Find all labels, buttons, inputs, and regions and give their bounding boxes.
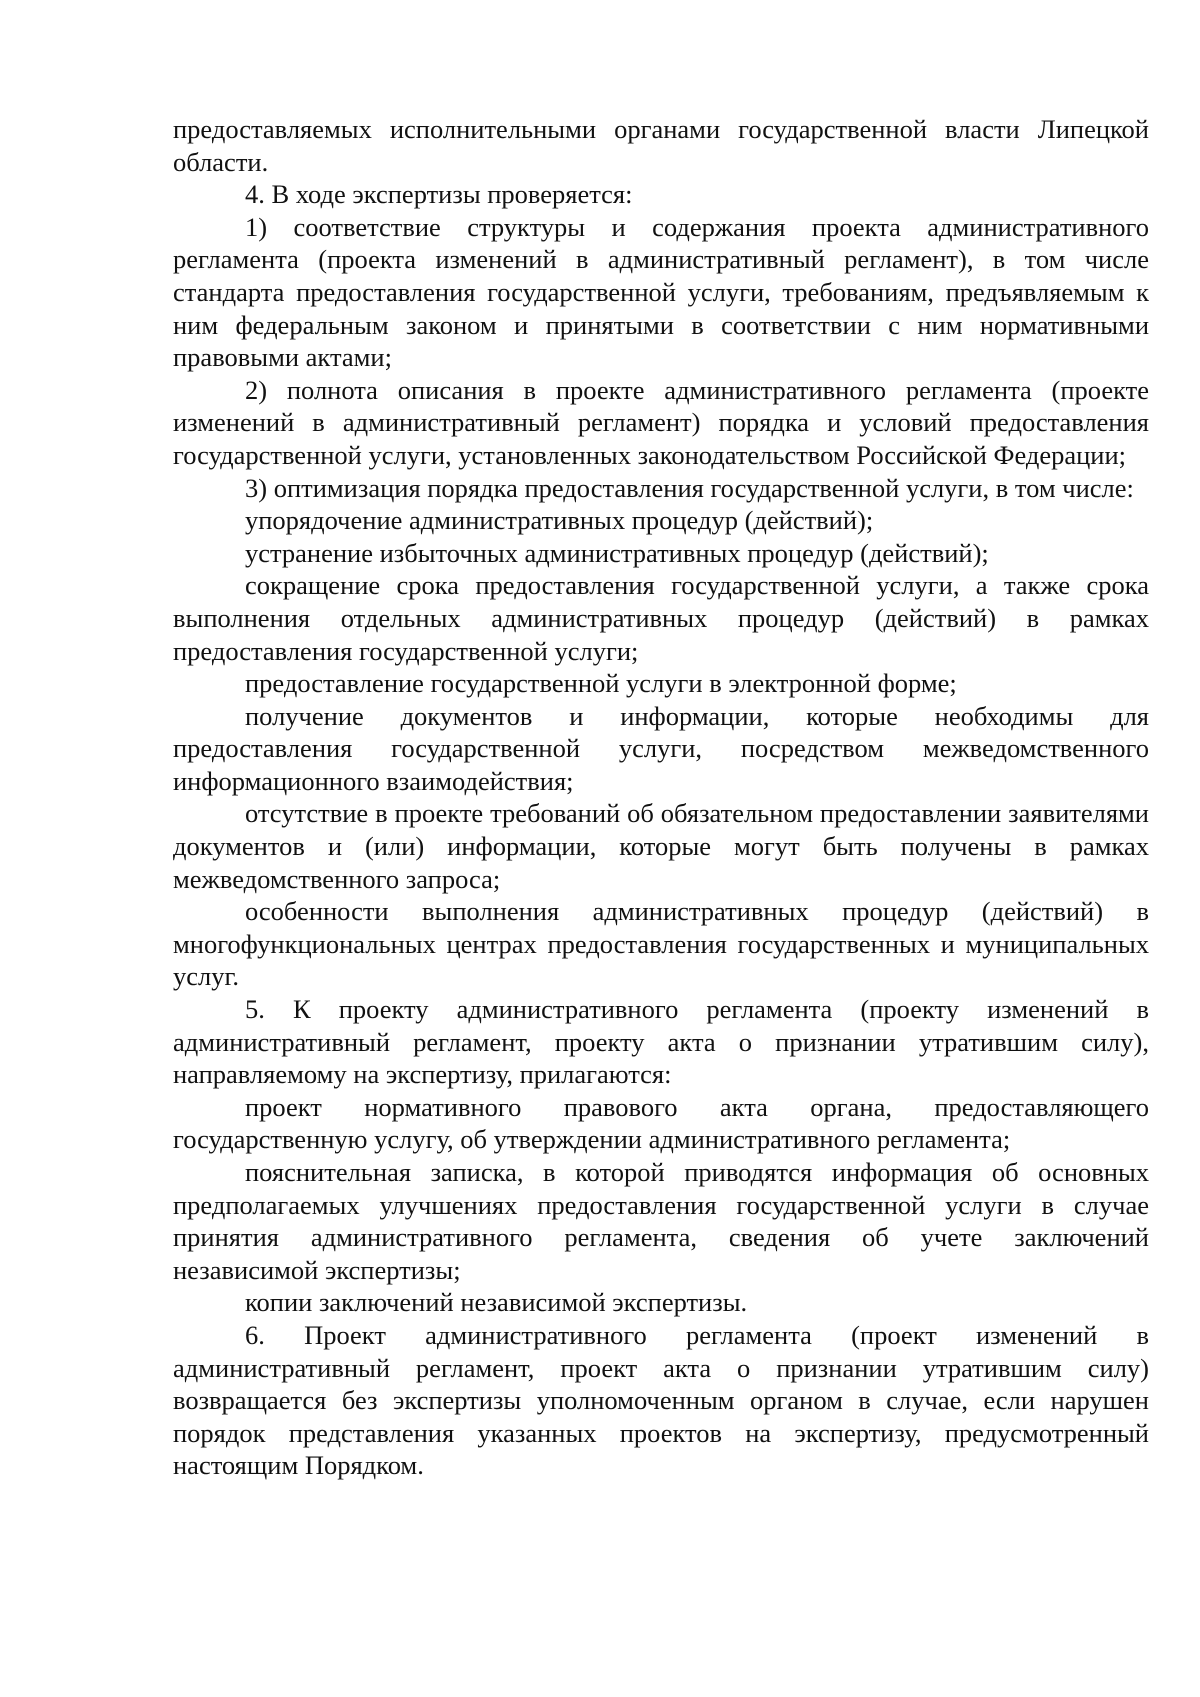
paragraph-5: 3) оптимизация порядка предоставления государственной услуги, в том числе: xyxy=(245,472,1134,503)
paragraph-2: 4. В ходе экспертизы проверяется: xyxy=(245,179,633,210)
paragraph-17: 6. Проект административного регламента (проект изменений в административный регламент, проект акта о признании утратившим силу) возвращается без экспертизы уполномоченным органом в случае, если нарушен порядок представления указанных проектов на экспертизу, предусмотренный настоящим Порядком. xyxy=(173,1319,1149,1481)
document-body xyxy=(173,113,1149,1482)
paragraph-12: особенности выполнения административных процедур (действий) в многофункциональных центрах предоставления государственных и муниципальных услуг. xyxy=(173,896,1149,992)
paragraph-9: предоставление государственной услуги в электронной форме; xyxy=(245,668,957,699)
paragraph-14: проект нормативного правового акта органа, предоставляющего государственную услугу, об утверждении административного регламента; xyxy=(173,1091,1149,1155)
paragraph-6: упорядочение административных процедур (действий); xyxy=(245,505,874,536)
paragraph-13: 5. К проекту административного регламента (проекту изменений в административный регламент, проекту акта о признании утратившим силу), направляемому на экспертизу, прилагаются: xyxy=(173,994,1149,1090)
paragraph-15: пояснительная записка, в которой приводятся информация об основных предполагаемых улучшениях предоставления государственной услуги в случае принятия административного регламента, сведения об учете заключений независимой экспертизы; xyxy=(173,1157,1149,1285)
paragraph-4: 2) полнота описания в проекте административного регламента (проекте изменений в административный регламент) порядка и условий предоставления государственной услуги, установленных законодательством Российской Федерации; xyxy=(173,374,1149,470)
paragraph-16: копии заключений независимой экспертизы. xyxy=(245,1287,748,1318)
paragraph-7: устранение избыточных административных процедур (действий); xyxy=(245,537,989,568)
paragraph-8: сокращение срока предоставления государственной услуги, а также срока выполнения отдельных административных процедур (действий) в рамках предоставления государственной услуги; xyxy=(173,570,1149,666)
paragraph-10: получение документов и информации, которые необходимы для предоставления государственной услуги, посредством межведомственного информационного взаимодействия; xyxy=(173,700,1149,796)
paragraph-3: 1) соответствие структуры и содержания проекта административного регламента (проекта изменений в административный регламент), в том числе стандарта предоставления государственной услуги, требованиям, предъявляемым к ним федеральным законом и принятыми в соответствии с ним нормативными правовыми актами; xyxy=(173,211,1149,373)
paragraph-11: отсутствие в проекте требований об обязательном предоставлении заявителями документов и (или) информации, которые могут быть получены в рамках межведомственного запроса; xyxy=(173,798,1149,894)
paragraph-1: предоставляемых исполнительными органами государственной власти Липецкой области. xyxy=(173,114,1149,177)
